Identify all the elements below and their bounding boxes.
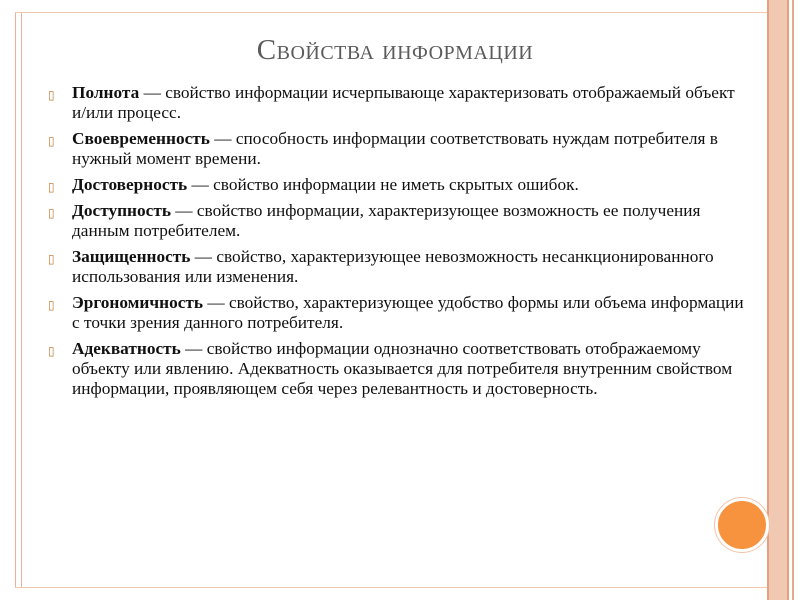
- arrow-bullet-icon: ▯: [48, 252, 55, 266]
- arrow-bullet-icon: ▯: [48, 180, 55, 194]
- orange-circle-decoration: [715, 498, 769, 552]
- property-description: — свойство информации не иметь скрытых ошибок.: [187, 175, 579, 194]
- arrow-bullet-icon: ▯: [48, 344, 55, 358]
- property-term: Полнота: [72, 83, 140, 102]
- property-term: Адекватность: [72, 339, 181, 358]
- list-item: [48, 201, 748, 241]
- arrow-bullet-icon: ▯: [48, 298, 55, 312]
- property-term: Доступность: [72, 201, 171, 220]
- frame-top-line: [15, 12, 785, 13]
- frame-left-line: [15, 12, 22, 588]
- list-item: [48, 83, 748, 123]
- property-term: Защищенность: [72, 247, 191, 266]
- property-description: — свойство, характеризующее удобство формы или объема информации с точки зрения данного потребителя.: [72, 293, 744, 332]
- property-term: Достоверность: [72, 175, 188, 194]
- property-description: — свойство информации, характеризующее возможность ее получения данным потребителем.: [72, 201, 701, 240]
- right-decorative-line: [792, 0, 794, 600]
- slide-title: Свойства информации: [256, 34, 534, 66]
- list-item: [48, 129, 748, 169]
- property-description: — способность информации соответствовать нуждам потребителя в нужный момент времени.: [72, 129, 718, 168]
- list-item: [48, 247, 748, 287]
- arrow-bullet-icon: ▯: [48, 88, 55, 102]
- property-term: Эргономичность: [72, 293, 204, 312]
- arrow-bullet-icon: ▯: [48, 134, 55, 148]
- list-item: [48, 293, 748, 333]
- arrow-bullet-icon: ▯: [48, 206, 55, 220]
- property-term: Своевременность: [72, 129, 210, 148]
- list-item: [48, 339, 748, 399]
- property-description: — свойство информации однозначно соответствовать отображаемому объекту или явлению. Адекватность оказывается для потребителя внутренним свойством информации, проявляющем себя через релевантность и достоверность.: [72, 339, 733, 398]
- property-description: — свойство информации исчерпывающе характеризовать отображаемый объект и/или процесс.: [72, 83, 735, 122]
- property-description: — свойство, характеризующее невозможность несанкционированного использования или изменения.: [72, 247, 714, 286]
- right-decorative-band: [767, 0, 789, 600]
- property-list: [48, 83, 748, 405]
- frame-bottom-line: [15, 587, 785, 588]
- list-item: [48, 175, 748, 195]
